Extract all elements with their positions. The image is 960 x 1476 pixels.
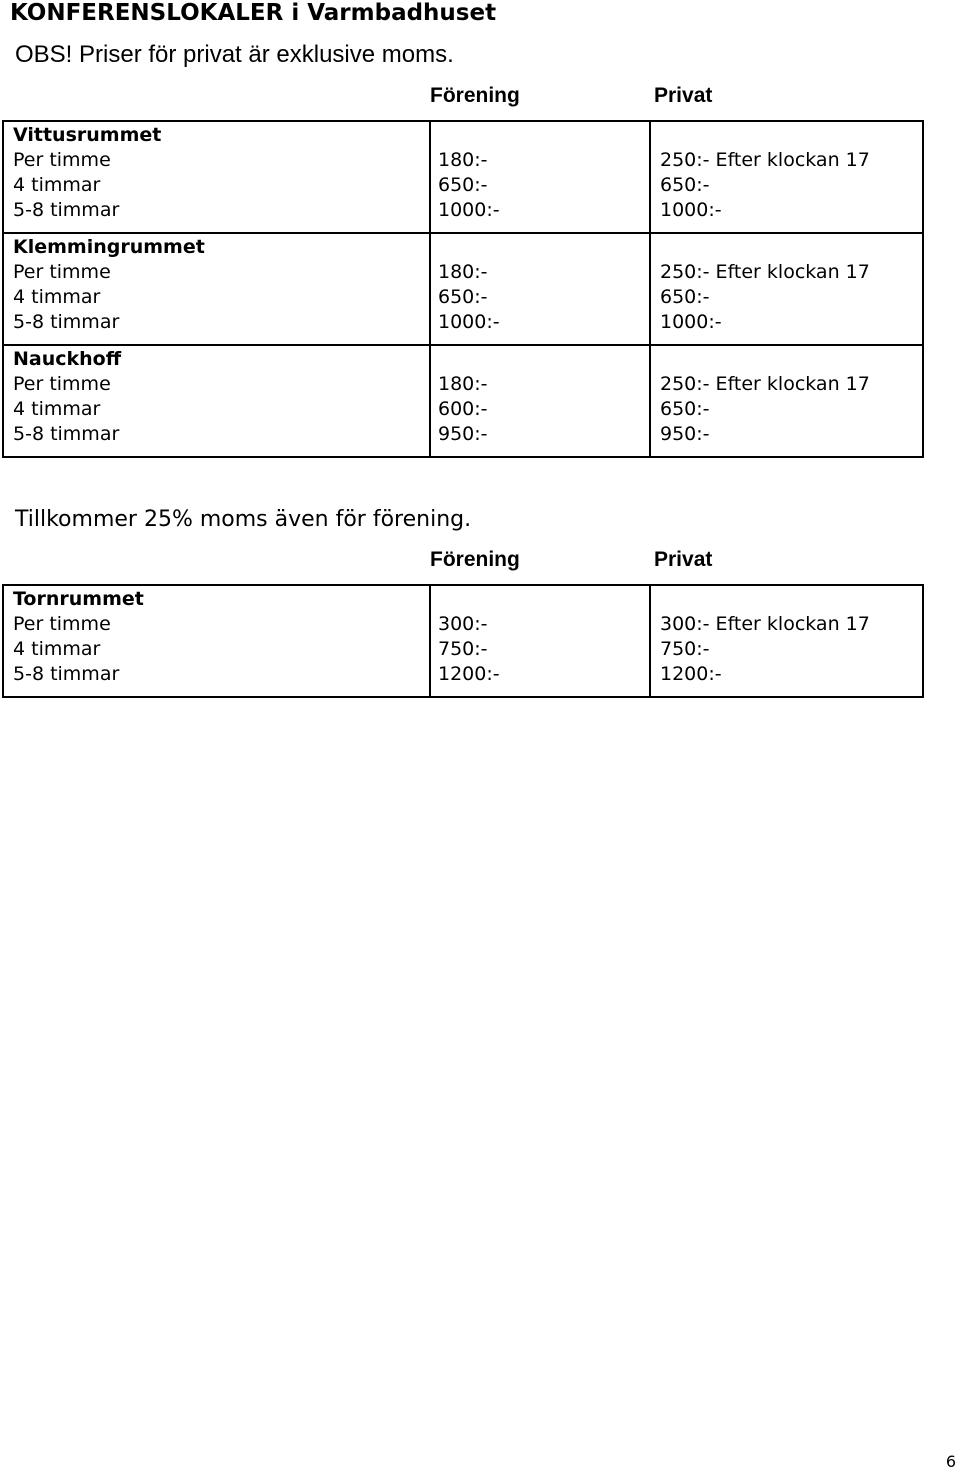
privat-price: 650:- <box>660 174 710 196</box>
price-table-main <box>2 120 924 458</box>
duration-label: 5-8 timmar <box>13 311 120 333</box>
column-header-forening: Förening <box>430 548 520 571</box>
privat-price: 250:- Efter klockan 17 <box>660 261 870 283</box>
duration-label: 5-8 timmar <box>13 663 120 685</box>
privat-price: 1000:- <box>660 199 722 221</box>
table-row <box>3 345 923 457</box>
duration-label: Per timme <box>13 149 111 171</box>
table-row <box>3 121 923 233</box>
forening-price: 1000:- <box>438 199 500 221</box>
privat-price: 1000:- <box>660 311 722 333</box>
room-name: Klemmingrummet <box>13 236 205 258</box>
duration-label: 5-8 timmar <box>13 423 120 445</box>
duration-label: Per timme <box>13 373 111 395</box>
privat-price: 1200:- <box>660 663 722 685</box>
forening-price-cell <box>430 233 650 345</box>
forening-price: 750:- <box>438 638 488 660</box>
privat-price: 950:- <box>660 423 710 445</box>
privat-price: 250:- Efter klockan 17 <box>660 373 870 395</box>
column-header-privat: Privat <box>654 84 713 107</box>
privat-price: 300:- Efter klockan 17 <box>660 613 870 635</box>
column-header-privat: Privat <box>654 548 713 571</box>
page-number: 6 <box>945 1452 956 1471</box>
duration-label: 4 timmar <box>13 398 101 420</box>
privat-price-cell <box>650 233 923 345</box>
price-table-tornrummet <box>2 584 924 698</box>
forening-price: 300:- <box>438 613 488 635</box>
privat-price: 750:- <box>660 638 710 660</box>
room-cell <box>3 585 430 697</box>
privat-price: 650:- <box>660 398 710 420</box>
forening-price: 650:- <box>438 174 488 196</box>
table-row <box>3 585 923 697</box>
duration-label: Per timme <box>13 613 111 635</box>
room-name: Vittusrummet <box>13 124 162 146</box>
room-name: Nauckhoff <box>13 348 122 370</box>
forening-price: 950:- <box>438 423 488 445</box>
forening-price: 180:- <box>438 149 488 171</box>
room-name: Tornrummet <box>13 588 144 610</box>
forening-price-cell <box>430 585 650 697</box>
forening-price: 180:- <box>438 373 488 395</box>
privat-price-cell <box>650 345 923 457</box>
column-header-forening: Förening <box>430 84 520 107</box>
duration-label: 4 timmar <box>13 638 101 660</box>
duration-label: Per timme <box>13 261 111 283</box>
forening-price-cell <box>430 345 650 457</box>
privat-price: 650:- <box>660 286 710 308</box>
privat-price-cell <box>650 121 923 233</box>
forening-price: 180:- <box>438 261 488 283</box>
table-row <box>3 233 923 345</box>
vat-note: OBS! Priser för privat är exklusive moms. <box>15 41 454 68</box>
forening-price-cell <box>430 121 650 233</box>
forening-price: 650:- <box>438 286 488 308</box>
forening-price: 1000:- <box>438 311 500 333</box>
forening-price: 600:- <box>438 398 488 420</box>
room-cell <box>3 233 430 345</box>
duration-label: 5-8 timmar <box>13 199 120 221</box>
page-title: KONFERENSLOKALER i Varmbadhuset <box>10 0 497 26</box>
vat-note-forening: Tillkommer 25% moms även för förening. <box>15 507 472 532</box>
duration-label: 4 timmar <box>13 174 101 196</box>
privat-price: 250:- Efter klockan 17 <box>660 149 870 171</box>
room-cell <box>3 121 430 233</box>
forening-price: 1200:- <box>438 663 500 685</box>
duration-label: 4 timmar <box>13 286 101 308</box>
room-cell <box>3 345 430 457</box>
privat-price-cell <box>650 585 923 697</box>
